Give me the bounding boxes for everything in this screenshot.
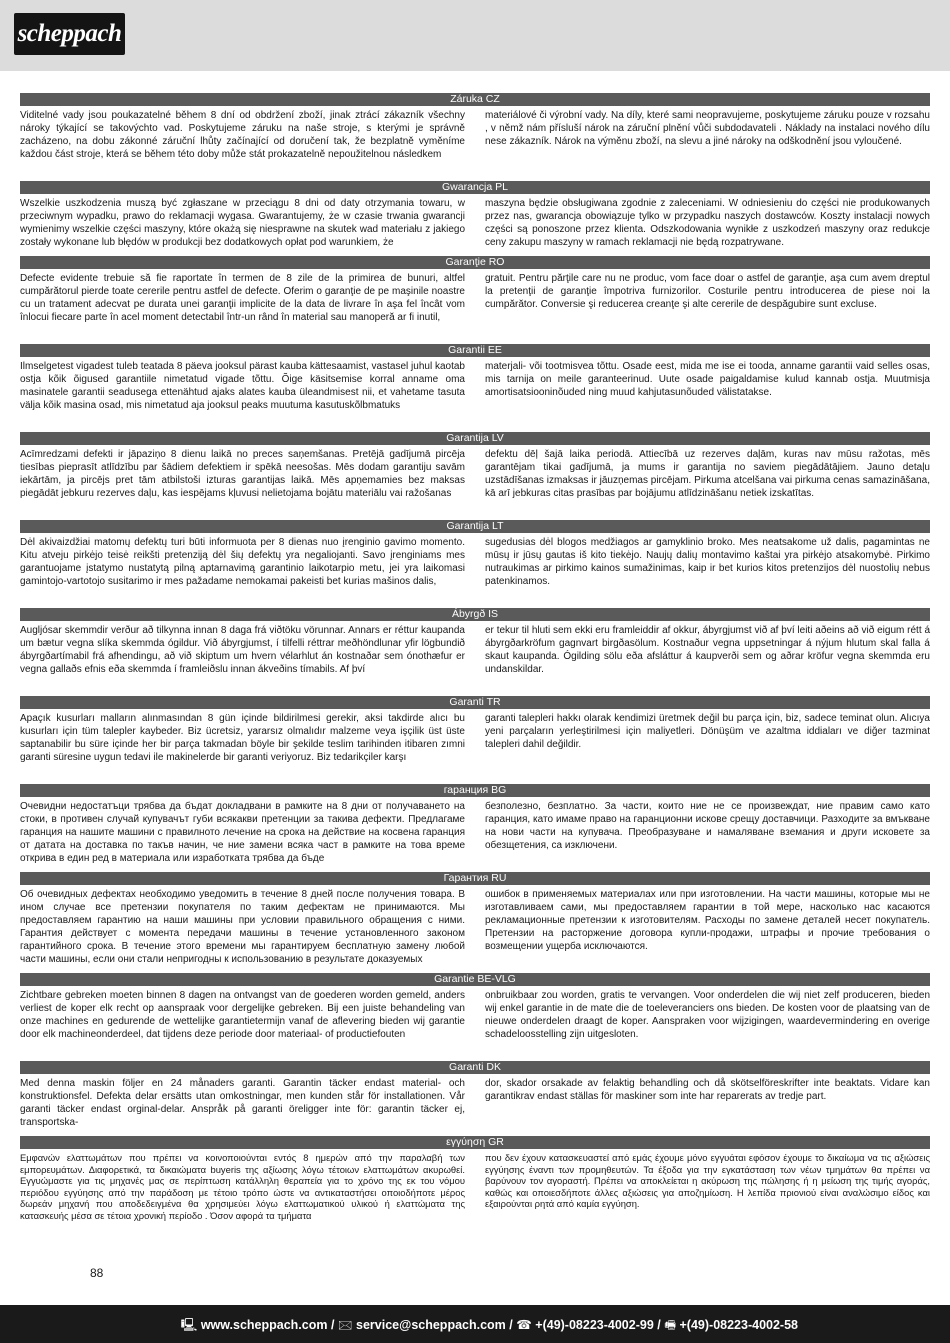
section-text-right: dor, skador orsakade av felaktig behandling och då skötselföreskrifter inte beaktats. Vidare kan garantikrav endast ställas för maskiner som inte har reparerats av tredje part. [485, 1078, 930, 1102]
section-title: гаранция BG [20, 784, 930, 797]
section-text-right: που δεν έχουν κατασκευαστεί από εμάς έχουμε μόνο εγγυάται εφόσον έχουμε το δικαίωμα να τις αξιώσεις εγγύησης έναντι των προμηθευτών. Τα έξοδα για την εγκατάσταση των νέων τμημάτων θα πρέπει να βαρύνουν τον αγοραστή. Πρέπει να αποκλείεται η ακύρωση της πώλησης ή η μείωση της τιμής αγοράς, καθώς και οποιεσδήποτε άλλες αξιώσεις για αποζημίωση. Η λεπίδα πριονιού είναι αναλώσιμο είδος και εξαιρούνται ρητά από καμία εγγύηση. [485, 1152, 930, 1209]
warranty-section-be-vlg [20, 973, 930, 1054]
section-text-left: Viditelné vady jsou poukazatelné během 8 dní od obdržení zboží, jinak ztrácí zákazník všechny nároky týkající se takovýchto vad. Poskytujeme záruku na naše stroje, s kterými je správně zacházeno, na dobu zákonné záruční lhůty začínající od doručení tak, že bezplatně vyměníme každou část stroje, která se během této doby může stát prokazatelně nepoužitelnou následkem [20, 110, 465, 160]
warranty-section-is [20, 608, 930, 689]
page-header [0, 0, 950, 71]
section-title: Garanti TR [20, 696, 930, 709]
computer-icon: 🖳 [180, 1318, 198, 1332]
section-text-right: er tekur til hluti sem ekki eru framleiddir af okkur, ábyrgjumst við af því leiti aðeins að við eigum rétt á ábyrgðarkröfum gagnvart birgðasölum. Kostnaður vegna uppsetningar á nýjum hlutum skal falla á skaut kaupanda. Ógilding sölu eða afsláttur á kaupverði sem og aðrar kröfur vegna skemmda eru undanskildar. [485, 625, 930, 675]
section-text-left: Defecte evidente trebuie să fie raportate în termen de 8 zile de la primirea de bunuri, altfel cumpărătorul pierde toate cererile pentru astfel de defecte. Oferim o garanţie de pe maşinile noastre cu un tratament adecvat pe durata unei garanţii implicite de la data de livrare în aşa fel încât vom înlocui fiecare parte în acel moment detectabil într-un rând în material sau manoperă ar fi inutil, [20, 273, 465, 323]
section-title: Garantija LT [20, 520, 930, 533]
section-text-left: Acīmredzami defekti ir jāpaziņo 8 dienu laikā no preces saņemšanas. Pretējā gadījumā pircēja tiesības pieprasīt atlīdzību par šādiem defektiem ir spēkā neesošas. Mēs dodam garantiju savām iekārtām, ja pircējs pret tām atbilstoši izturas garantijas laikā. Mēs apņemamies bez maksas piegādāt jebkuru rezerves daļu, kas iespējams kļuvusi nelietojama bojātu materiālu vai ražošanas [20, 449, 465, 499]
warranty-section-gr [20, 1136, 930, 1221]
mail-icon: 🖂 [337, 1318, 353, 1332]
section-text-right: materiálové či výrobní vady. Na díly, které sami neopravujeme, poskytujeme záruku pouze v rozsahu , v němž nám přísluší nárok na záruční plnění vůči subdodavateli . Náklady na instalaci nového dílu nese zákazník. Nárok na výměnu zboží, na slevu a jiné nároky na odškodnění jsou vyloučené. [485, 110, 930, 147]
warranty-section-ro [20, 256, 930, 337]
phone-number: +(49)-08223-4002-99 [535, 1318, 654, 1332]
section-title: Gwarancja PL [20, 181, 930, 194]
separator: / [505, 1318, 517, 1332]
section-text-left: Med denna maskin följer en 24 månaders garanti. Garantin täcker endast material- och konstruktionsfel. Defekta delar ersätts utan omkostningar, men kunden står för installationen. Vår garanti täcker endast orginal-delar. Anspråk på garanti öreligger inte för: garantin täcker ej, transportska- [20, 1078, 465, 1128]
scheppach-logo: scheppach [14, 13, 125, 55]
section-title: Garantii EE [20, 344, 930, 357]
section-text-left: Очевидни недостатъци трябва да бъдат докладвани в рамките на 8 дни от получаването на стоки, в противен случай купувачът губи всякакви претенции за такива дефекти. Предлагаме гаранция на нашите машини с правилното лечение на срока на действие на косвена гаранция от датата на доставка по такъв начин, че ние замени всяка част в рамките на това време открива в един ред в материала или изработката трябва да бъде [20, 801, 465, 864]
warranty-section-ee [20, 344, 930, 425]
section-text-left: Zichtbare gebreken moeten binnen 8 dagen na ontvangst van de goederen worden gemeld, anders verliest de koper elk recht op aanspraak voor dergelijke gebreken. Bij een juiste behandeling van onze machines en gedurende de wettelijke garantietermijn vanaf de aflevering bieden wij garantie door elk machineonderdeel, dat tijdens deze periode door materiaal- of productiefouten [20, 990, 465, 1040]
page-number: 88 [90, 1266, 104, 1280]
section-text-left: Wszelkie uszkodzenia muszą być zgłaszane w przeciągu 8 dni od daty otrzymania towaru, w przeciwnym wypadku, prawo do reklamacji wygasa. Gwarantujemy, że w czasie trwania gwarancji wymienimy wszelkie części maszyny, które okażą się niesprawne na skutek wad materiału z jakiego zostały wykonane lub błędów w produkcji bez dodatkowych opłat pod warunkiem, że [20, 198, 465, 248]
section-title: Garanti DK [20, 1061, 930, 1074]
section-text-left: Dėl akivaizdžiai matomų defektų turi būti informuota per 8 dienas nuo įrenginio gavimo momento. Kitu atveju pirkėjo teisė reikšti pretenziją dėl šių defektų yra negaliojanti. Savo įrenginiams mes garantuojame įstatymo nustatytą pilną aptarnavimą garantinio laikotarpio metu, jei yra laikomasi gamintojo-vartotojo susitarimo ir mes pažadame nemokamai pakeisti bet kurias mašinos dalis, [20, 537, 465, 587]
email-link[interactable]: service@scheppach.com [356, 1318, 506, 1332]
warranty-section-pl [20, 181, 930, 249]
section-title: Ábyrgð IS [20, 608, 930, 621]
section-title: Garantie BE-VLG [20, 973, 930, 986]
warranty-section-cz [20, 93, 930, 174]
warranty-section-bg [20, 784, 930, 865]
section-title: Garantija LV [20, 432, 930, 445]
section-title: Garanţie RO [20, 256, 930, 269]
separator: / [653, 1318, 665, 1332]
section-text-right: ошибок в применяемых материалах или при изготовлении. На части машины, которые мы не изготавливаем сами, мы предоставляем гарантии в той мере, насколько нас касаются рекламационные претензии к изготовителям. Расходы по замене деталей несет покупатель. Претензии на расторжение договора купли-продажи, штрафы и прочие требования о возмещении ущерба исключаются. [485, 889, 930, 952]
warranty-content [20, 93, 930, 1221]
section-text-right: onbruikbaar zou worden, gratis te vervangen. Voor onderdelen die wij niet zelf produceren, bieden wij enkel garantie in de mate die de toeleveranciers ons bieden. De kosten voor de plaatsing van de nieuwe onderdelen draagt de koper. Aanspraken voor wijzigingen, waardevermindering en overige schadeloosstelling zijn uitgesloten. [485, 990, 930, 1040]
warranty-section-ru [20, 872, 930, 966]
page-footer [0, 1305, 950, 1343]
section-text-left: Augljósar skemmdir verður að tilkynna innan 8 daga frá viðtöku vörunnar. Annars er réttur kaupanda um bætur vegna slíka skemmda ógildur. Við ábyrgjumst, í tilfelli réttrar meðhöndlunar yfir lögbundið ábyrgðartímabil frá afhendingu, að við skiptum um hvern vélarhlut án kostnaðar sem ónothæfur er vegna gallaðs efnis eða skemmda í framleiðslu innan ákveðins tímabils. Af því [20, 625, 465, 675]
section-text-left: Ilmselgetest vigadest tuleb teatada 8 päeva jooksul pärast kauba kättesaamist, vastasel juhul kaotab ostja kõik õigused garantiile nimetatud vigade tõttu. Õige käsitsemise korral anname oma masinatele garantii seadusega ettenähtud ajaks alates kauba üleandmisest nii, et vahetame tasuta välja kõik masina osad, mis nimetatud aja jooksul peaks muutuma kasutuskõlbmatuks [20, 361, 465, 411]
section-title: εγγύηση GR [20, 1136, 930, 1149]
section-text-right: gratuit. Pentru părţile care nu ne produc, vom face doar o astfel de garanţie, aşa cum avem dreptul la pretenţii de garanţie împotriva furnizorilor. Costurile pentru introducerea de piese noi la cumpărător. Conversie şi reducerea creanţe şi alte cererile de despăgubire sunt excluse. [485, 273, 930, 310]
section-text-right: безполезно, безплатно. За части, които ние не се произвеждат, ние правим само като гаранция, като имаме право на гаранционни искове срещу доставчици. Разходите за вмъкване на нови части на купувача. Преобразуване и намаляване вземания и други исковете за обезщетения, са изключени. [485, 801, 930, 851]
website-link[interactable]: www.scheppach.com [200, 1318, 328, 1332]
fax-number: +(49)-08223-4002-58 [679, 1318, 798, 1332]
contact-line [181, 1316, 798, 1337]
section-title: Гарантия RU [20, 872, 930, 885]
section-text-right: materjali- või tootmisvea tõttu. Osade eest, mida me ise ei tooda, anname garantii vaid selles osas, mis tarnija on meile garanteerinud. Uute osade paigaldamise kulud kannab ostja. Muutmisja amortisatsiooninõuded ning muud kahjutasunõuded välistatakse. [485, 361, 930, 398]
section-text-left: Apaçık kusurları malların alınmasından 8 gün içinde bildirilmesi gerekir, aksi takdirde alıcı bu kusurları için tüm talepler kaybeder. Biz ücretsiz, yararsız olmalıdır malzeme veya işçilik üst üste saptanabilir bu süre içinde her bir parça takmadan böyle bir şekilde teslim tarihinden itibaren zımni garanti süresine uygun tedavi ile makinelerde bir garanti veriyoruz. Biz tedarikçiler karşı [20, 713, 465, 763]
section-text-right: sugedusias dėl blogos medžiagos ar gamyklinio broko. Mes neatsakome už dalis, pagamintas ne mūsų ir jūsų gautas iš kito tiekėjo. Naujų dalių montavimo kaštai yra pirkėjo atsakomybė. Pirkimo nutraukimas ar pirkimo kainos sumažinimas, kaip ir bet kurios kitos pretenzijos dėl nuostolių nebus patenkinamos. [485, 537, 930, 587]
section-text-left: Об очевидных дефектах необходимо уведомить в течение 8 дней после получения товара. В ином случае все претензии покупателя по таким дефектам не принимаются. Мы предоставляем гарантию на наши машины при условии правильного обращения с ними. Гарантия действует с момента передачи машины в течение установленного законом гарантийного срока. В течение этого времени мы гарантируем бесплатную замену любой части машины, если они стали непригодны к использованию в результате доказуемых [20, 889, 465, 965]
warranty-section-tr [20, 696, 930, 777]
section-text-right: garanti talepleri hakkı olarak kendimizi üretmek değil bu parça için, biz, sadece teminat olun. Alıcıya yeni parçaların yerleştirilmesi için maliyetleri. Dönüşüm ve azaltma iddiaları ve diğer tazminat talepleri dahil değildir. [485, 713, 930, 750]
section-title: Záruka CZ [20, 93, 930, 106]
warranty-section-lv [20, 432, 930, 513]
section-text-right: defektu dēļ šajā laika periodā. Attiecībā uz rezerves daļām, kuras nav mūsu ražotas, mēs garantējam tikai gadījumā, ja mums ir garantija no saviem piegādātājiem. Jauno detaļu uzstādīšanas izmaksas ir jāuzņemas pircējam. Pirkuma atcelšana vai pirkuma cenas samazināšana, kā arī jebkuras citas prasības par bojājumu atlīdzināšanu netiek izskatītas. [485, 449, 930, 499]
warranty-section-lt [20, 520, 930, 601]
fax-icon: 🖷 [664, 1318, 677, 1332]
warranty-section-dk [20, 1061, 930, 1129]
section-text-right: maszyna będzie obsługiwana zgodnie z zaleceniami. W odniesieniu do części nie produkowanych przez nas, gwarancja obowiązuje tylko w przypadku naszych dostawców. Koszty instalacji nowych części są ponoszone przez klienta. Odszkodowania wynikłe z uszkodzeń maszyny oraz redukcje ceny zakupu maszyny w ramach reklamacji nie będą rozpatrywane. [485, 198, 930, 248]
separator: / [327, 1318, 338, 1332]
section-text-left: Εμφανών ελαττωμάτων που πρέπει να κοινοποιούνται εντός 8 ημερών από την παραλαβή των εμπορευμάτων. Διαφορετικά, τα δικαιώματα buyeris της αξίωσης λόγω τέτοιων ελαττωμάτων ακυρωθεί. Εγγυώμαστε για τις μηχανές μας σε περίπτωση κατάλληλη θεραπεία για το χρόνο της εκ του νόμου περιόδου εγγύησης από την παράδοση με τέτοιο τρόπο ώστε να αντικαταστήσει οποιοδήποτε μέρος δωρεάν μηχανή που αποδεδειγμένα θα χρησιμεύει λόγω ελαττωματικού υλικού ή ελαττώματα της κατασκευής μέσα σε τέτοια χρονική περίοδο . Όσον αφορά τα τμήματα [20, 1152, 465, 1221]
phone-icon: ☎ [516, 1318, 532, 1332]
